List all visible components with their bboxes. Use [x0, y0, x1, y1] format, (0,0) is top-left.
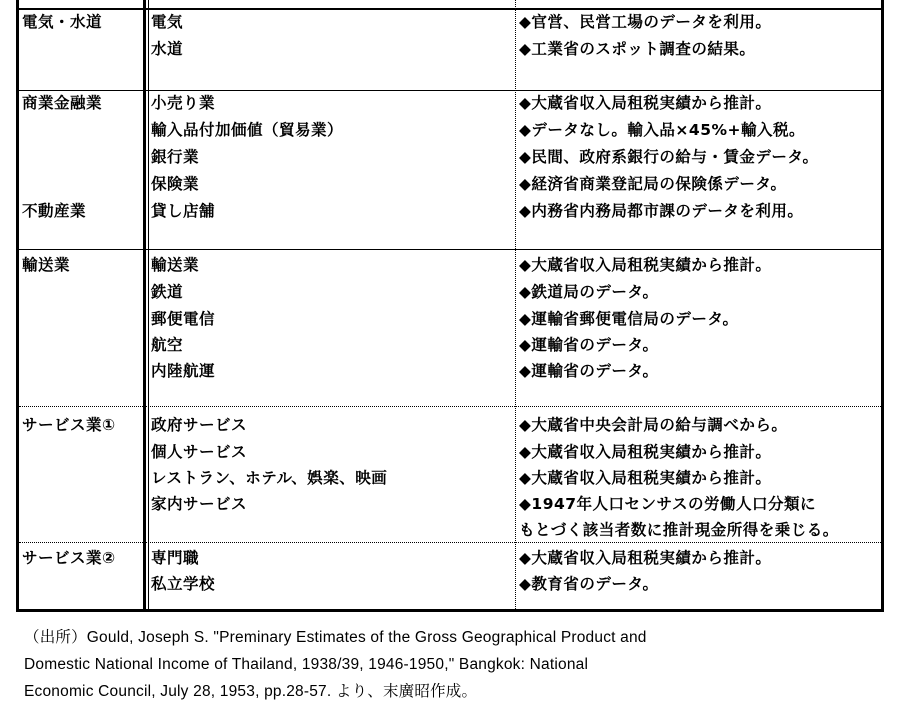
item-cell: 専門職	[151, 549, 200, 567]
source-line-3: Economic Council, July 28, 1953, pp.28-57. より、末廣昭作成。	[24, 683, 478, 700]
item-cell: 電気	[151, 13, 184, 31]
note-cell: ◆大蔵省収入局租税実績から推計。	[519, 94, 772, 112]
note-cell: ◆運輸省のデータ。	[519, 362, 659, 380]
item-cell: 保険業	[151, 175, 200, 193]
item-cell: 銀行業	[151, 148, 200, 166]
source-citation	[24, 624, 884, 705]
item-cell: 政府サービス	[151, 416, 248, 434]
group-divider-2	[19, 249, 881, 250]
sector-cell: 電気・水道	[22, 13, 103, 31]
item-cell: 郵便電信	[151, 310, 216, 328]
note-cell: ◆データなし。輸入品×45%+輸入税。	[519, 121, 805, 139]
column-divider-thin	[148, 0, 149, 609]
note-cell: ◆運輸省のデータ。	[519, 336, 659, 354]
source-line-2: Domestic National Income of Thailand, 1938/39, 1946-1950," Bangkok: National	[24, 656, 589, 673]
note-cell: ◆大蔵省収入局租税実績から推計。	[519, 469, 772, 487]
column-divider-dotted	[515, 0, 516, 609]
note-cell: ◆経済省商業登記局の保険係データ。	[519, 175, 787, 193]
data-source-table	[16, 0, 884, 612]
note-cell: ◆内務省内務局都市課のデータを利用。	[519, 202, 804, 220]
note-cell: ◆1947年人口センサスの労働人口分類に	[519, 495, 816, 513]
item-cell: 内陸航運	[151, 362, 216, 380]
note-cell: ◆鉄道局のデータ。	[519, 283, 659, 301]
source-line-1: （出所）Gould, Joseph S. "Preminary Estimates of the Gross Geographical Product and	[24, 629, 647, 646]
note-cell: ◆官営、民営工場のデータを利用。	[519, 13, 772, 31]
note-cell: ◆民間、政府系銀行の給与・賃金データ。	[519, 148, 819, 166]
note-cell: ◆大蔵省収入局租税実績から推計。	[519, 443, 772, 461]
note-cell: ◆大蔵省収入局租税実績から推計。	[519, 549, 772, 567]
note-cell: もとづく該当者数に推計現金所得を乗じる。	[519, 521, 839, 539]
note-cell: ◆運輸省郵便電信局のデータ。	[519, 310, 739, 328]
item-cell: 家内サービス	[151, 495, 248, 513]
sector-cell: 輸送業	[22, 256, 71, 274]
item-cell: 小売り業	[151, 94, 216, 112]
item-cell: 私立学校	[151, 575, 216, 593]
group-divider-3	[19, 406, 881, 407]
note-cell: ◆教育省のデータ。	[519, 575, 659, 593]
item-cell: 航空	[151, 336, 184, 354]
sector-cell: 商業金融業	[22, 94, 103, 112]
item-cell: 鉄道	[151, 283, 184, 301]
item-cell: 水道	[151, 40, 184, 58]
item-cell: 貸し店舗	[151, 202, 216, 220]
note-cell: ◆大蔵省中央会計局の給与調べから。	[519, 416, 788, 434]
sector-cell: サービス業②	[22, 549, 116, 567]
sector-cell: 不動産業	[22, 202, 87, 220]
note-cell: ◆工業省のスポット調査の結果。	[519, 40, 756, 58]
item-cell: 個人サービス	[151, 443, 248, 461]
item-cell: 輸入品付加価値（貿易業）	[151, 121, 344, 139]
item-cell: 輸送業	[151, 256, 200, 274]
sector-cell: サービス業①	[22, 416, 116, 434]
column-divider-main	[143, 0, 146, 609]
item-cell: レストラン、ホテル、娯楽、映画	[151, 469, 388, 487]
note-cell: ◆大蔵省収入局租税実績から推計。	[519, 256, 772, 274]
